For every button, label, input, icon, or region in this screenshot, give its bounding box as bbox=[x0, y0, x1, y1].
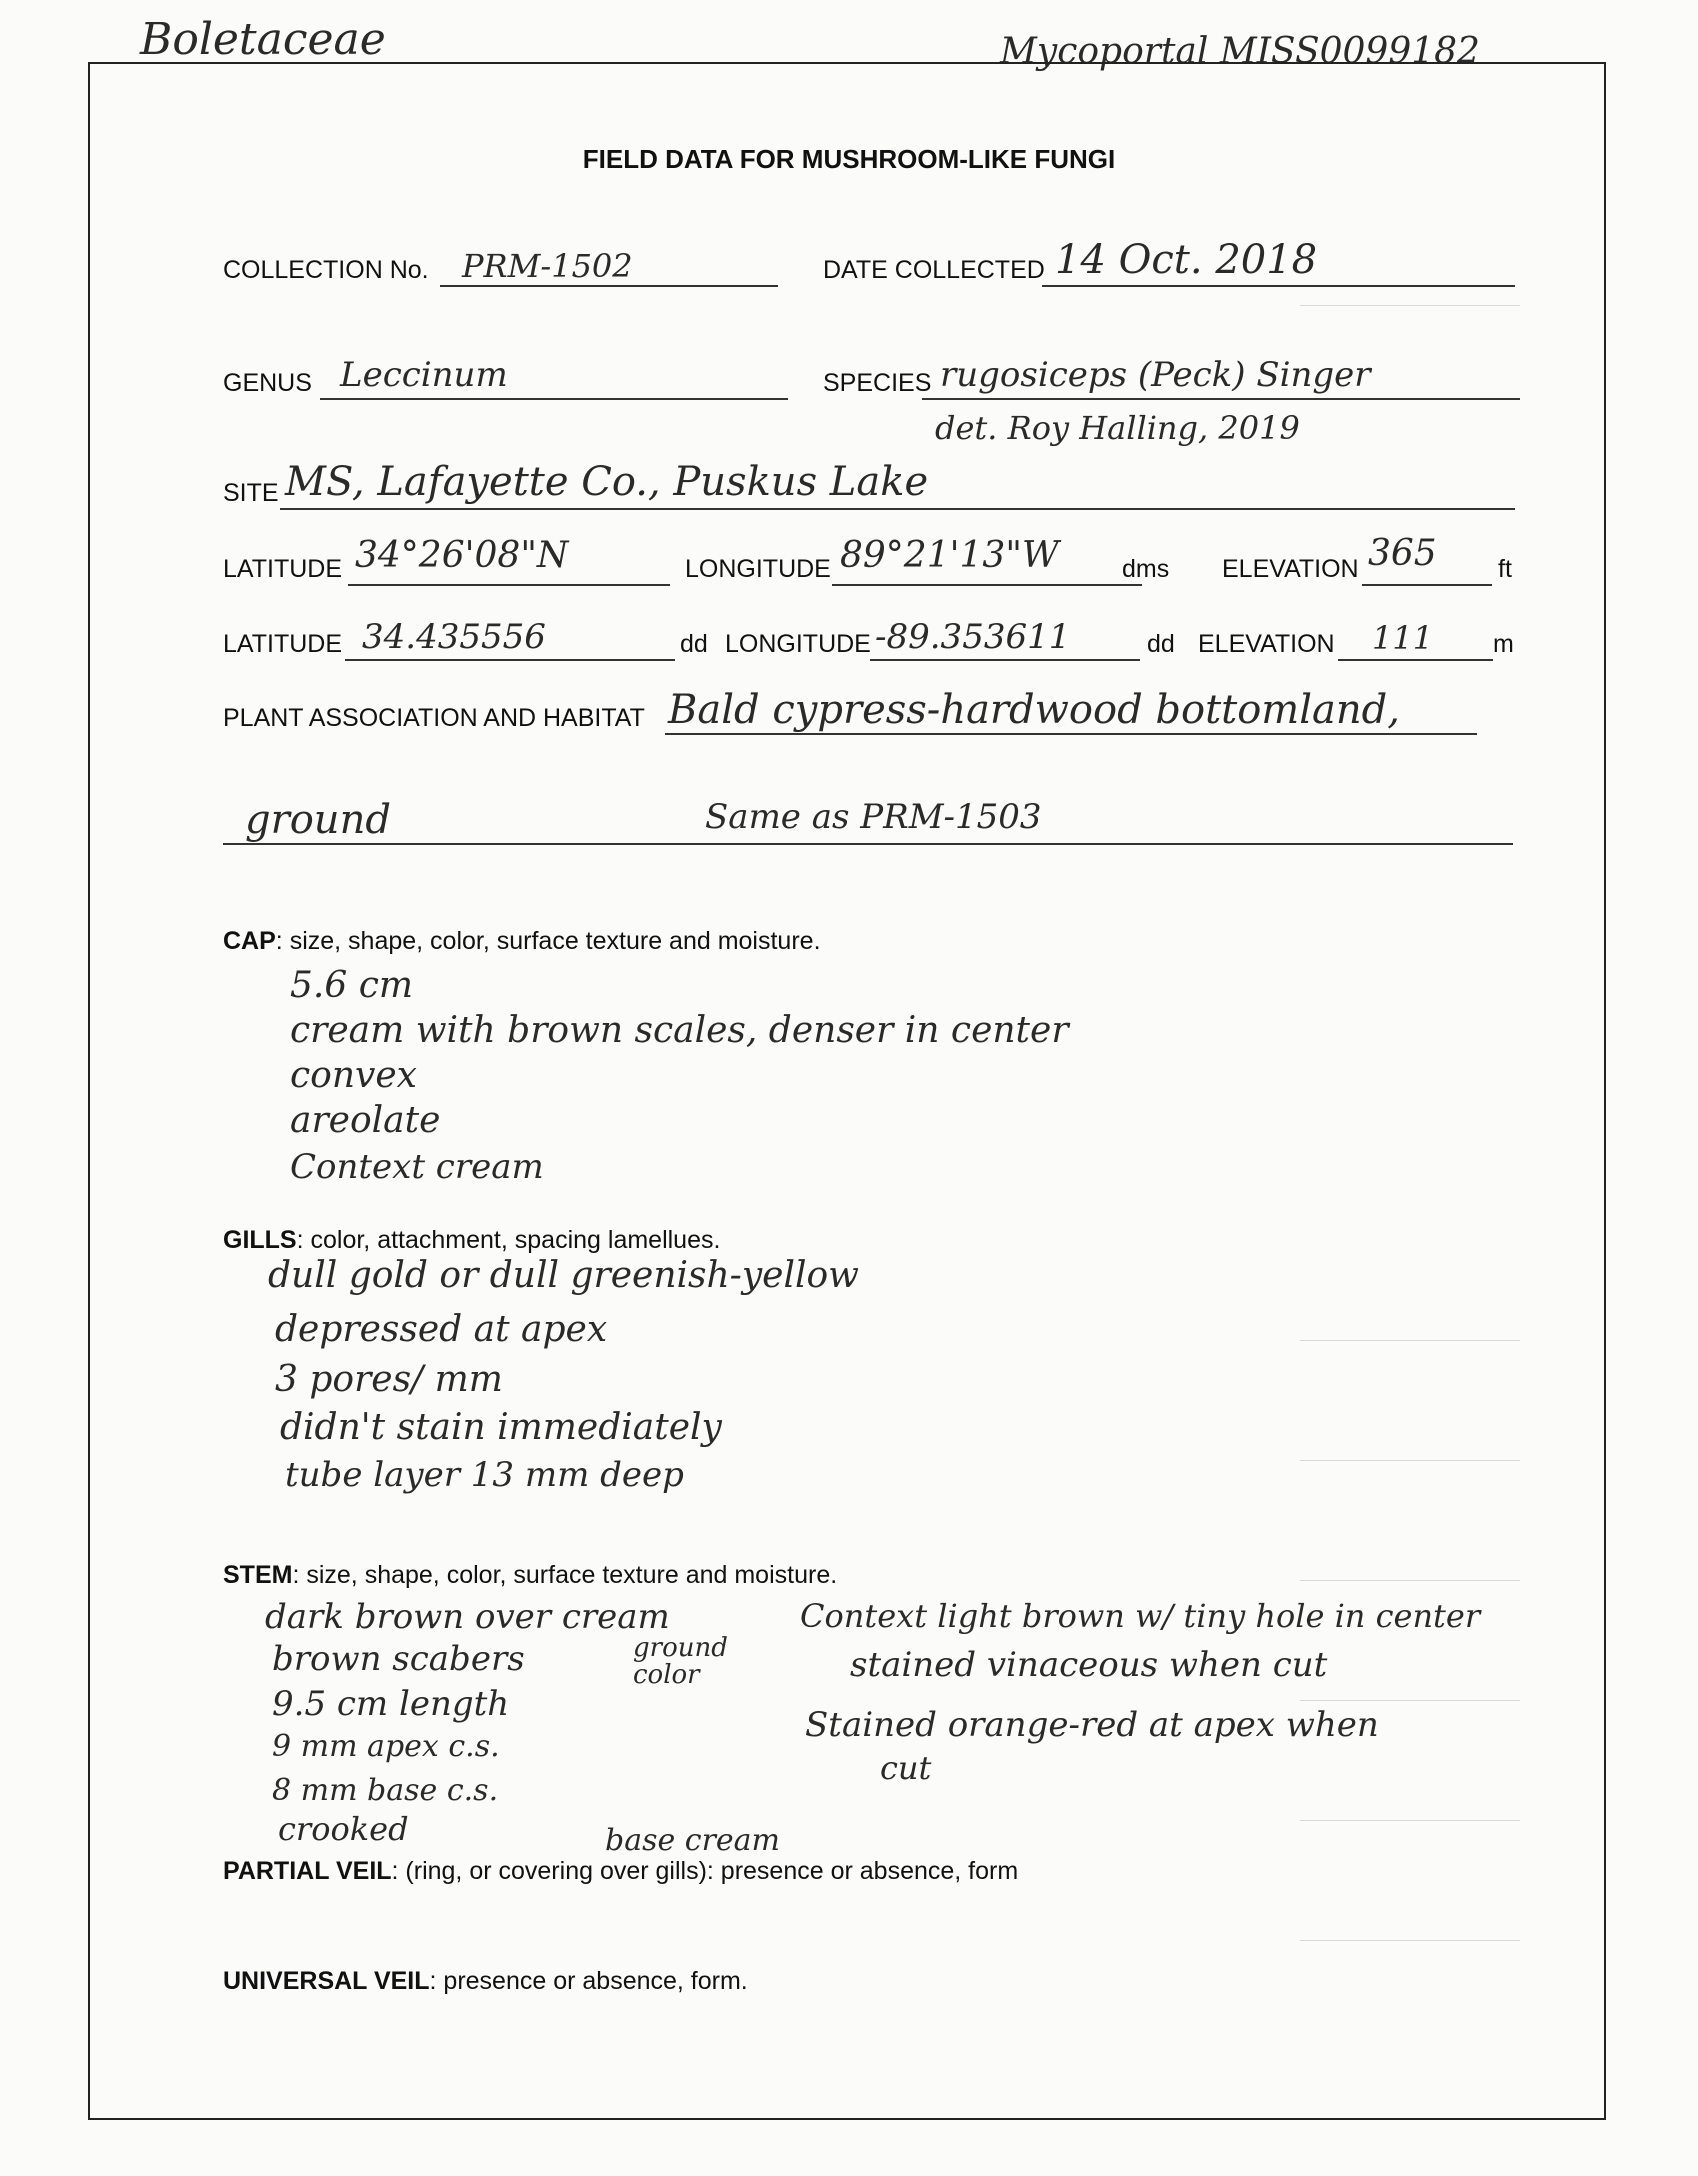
partial-veil-prompt: : (ring, or covering over gills): presence or absence, form bbox=[391, 1857, 1019, 1885]
habitat-label: PLANT ASSOCIATION AND HABITAT bbox=[223, 704, 645, 732]
gills-prompt: : color, attachment, spacing lamellues. bbox=[296, 1226, 721, 1254]
gills-line-4: didn't stain immediately bbox=[280, 1407, 722, 1448]
collection-value[interactable]: PRM-1502 bbox=[462, 247, 633, 285]
bleed-line bbox=[1300, 1700, 1520, 1701]
longitude-dms-line bbox=[832, 584, 1142, 586]
universal-veil-section-heading bbox=[223, 1969, 748, 1994]
cap-section-heading bbox=[223, 929, 821, 954]
stem-prompt: : size, shape, color, surface texture and moisture. bbox=[292, 1561, 838, 1589]
dd-unit: dd bbox=[680, 630, 708, 658]
gills-section-heading bbox=[223, 1228, 720, 1253]
elevation-ft-line bbox=[1362, 584, 1492, 586]
cap-line-4: areolate bbox=[290, 1100, 441, 1141]
stem-ground-color: ground color bbox=[633, 1633, 728, 1691]
universal-veil-heading: UNIVERSAL VEIL bbox=[223, 1967, 430, 1995]
elevation-ft-value[interactable]: 365 bbox=[1368, 533, 1437, 574]
stem-heading: STEM bbox=[223, 1561, 293, 1589]
gills-line-1: dull gold or dull greenish-yellow bbox=[268, 1255, 859, 1296]
catalog-annotation: Mycoportal MISS0099182 bbox=[1000, 31, 1480, 72]
date-value[interactable]: 14 Oct. 2018 bbox=[1055, 237, 1318, 283]
genus-value[interactable]: Leccinum bbox=[340, 355, 508, 395]
dd-unit-2: dd bbox=[1147, 630, 1175, 658]
stem-base-note: base cream bbox=[605, 1823, 781, 1858]
cap-prompt: : size, shape, color, surface texture and moisture. bbox=[275, 927, 821, 955]
m-unit: m bbox=[1493, 630, 1514, 658]
cap-line-1: 5.6 cm bbox=[290, 965, 413, 1006]
latitude-dd-line bbox=[345, 659, 675, 661]
stem-right-line-4: cut bbox=[880, 1749, 932, 1787]
habitat-value[interactable]: Bald cypress-hardwood bottomland, bbox=[668, 687, 1400, 733]
collection-label: COLLECTION No. bbox=[223, 256, 429, 284]
species-label: SPECIES bbox=[823, 369, 932, 397]
genus-label: GENUS bbox=[223, 369, 312, 397]
stem-line-1: dark brown over cream bbox=[265, 1597, 670, 1637]
latitude-dms-value[interactable]: 34°26'08"N bbox=[355, 535, 569, 576]
latitude-label-dd: LATITUDE bbox=[223, 630, 342, 658]
stem-right-line-2: stained vinaceous when cut bbox=[850, 1645, 1328, 1685]
habitat-line bbox=[665, 733, 1477, 735]
cap-line-2: cream with brown scales, denser in center bbox=[290, 1010, 1069, 1051]
bleed-line bbox=[1300, 1340, 1520, 1341]
elevation-label: ELEVATION bbox=[1222, 555, 1359, 583]
stem-section-heading bbox=[223, 1563, 837, 1588]
longitude-label-dd: LONGITUDE bbox=[725, 630, 871, 658]
bleed-line bbox=[1300, 305, 1520, 306]
species-value[interactable]: rugosiceps (Peck) Singer bbox=[940, 355, 1371, 395]
elevation-m-value[interactable]: 111 bbox=[1372, 619, 1434, 657]
partial-veil-section-heading bbox=[223, 1859, 1018, 1884]
bleed-line bbox=[1300, 1460, 1520, 1461]
universal-veil-prompt: : presence or absence, form. bbox=[429, 1967, 748, 1995]
family-annotation: Boletaceae bbox=[140, 14, 386, 65]
longitude-label: LONGITUDE bbox=[685, 555, 831, 583]
stem-line-5: 8 mm base c.s. bbox=[272, 1773, 499, 1808]
cap-line-5: Context cream bbox=[290, 1147, 544, 1187]
gills-line-5: tube layer 13 mm deep bbox=[285, 1455, 684, 1495]
site-label: SITE bbox=[223, 479, 279, 507]
elevation-label-m: ELEVATION bbox=[1198, 630, 1335, 658]
bleed-line bbox=[1300, 1580, 1520, 1581]
stem-line-6: crooked bbox=[278, 1810, 409, 1848]
stem-line-2: brown scabers bbox=[272, 1639, 525, 1679]
ft-unit: ft bbox=[1498, 555, 1512, 583]
longitude-dd-value[interactable]: -89.353611 bbox=[875, 617, 1071, 657]
longitude-dd-line bbox=[870, 659, 1140, 661]
latitude-label: LATITUDE bbox=[223, 555, 342, 583]
partial-veil-heading: PARTIAL VEIL bbox=[223, 1857, 392, 1885]
collection-line bbox=[440, 285, 778, 287]
genus-line bbox=[320, 398, 788, 400]
form-title: FIELD DATA FOR MUSHROOM-LIKE FUNGI bbox=[582, 144, 1116, 174]
species-det: det. Roy Halling, 2019 bbox=[935, 409, 1300, 447]
date-line bbox=[1042, 285, 1515, 287]
site-line bbox=[280, 508, 1515, 510]
latitude-dms-line bbox=[348, 584, 670, 586]
gills-line-2: depressed at apex bbox=[275, 1309, 608, 1350]
dms-unit: dms bbox=[1122, 555, 1170, 583]
cap-line-3: convex bbox=[290, 1055, 417, 1096]
habitat-line-2 bbox=[223, 843, 1513, 845]
site-value[interactable]: MS, Lafayette Co., Puskus Lake bbox=[285, 459, 929, 505]
elevation-m-line bbox=[1338, 659, 1493, 661]
bleed-line bbox=[1300, 1820, 1520, 1821]
gills-line-3: 3 pores/ mm bbox=[275, 1359, 503, 1400]
gills-heading: GILLS bbox=[223, 1226, 297, 1254]
habitat-note: Same as PRM-1503 bbox=[705, 797, 1042, 837]
cap-heading: CAP bbox=[223, 927, 276, 955]
stem-right-line-3: Stained orange-red at apex when bbox=[805, 1705, 1379, 1745]
stem-right-line-1: Context light brown w/ tiny hole in center bbox=[800, 1597, 1481, 1635]
longitude-dms-value[interactable]: 89°21'13"W bbox=[840, 535, 1059, 576]
date-label: DATE COLLECTED bbox=[823, 256, 1045, 284]
species-line bbox=[922, 398, 1520, 400]
stem-line-4: 9 mm apex c.s. bbox=[272, 1729, 500, 1764]
stem-line-3: 9.5 cm length bbox=[272, 1684, 510, 1724]
bleed-line bbox=[1300, 1940, 1520, 1941]
habitat-value-2[interactable]: ground bbox=[245, 797, 391, 843]
latitude-dd-value[interactable]: 34.435556 bbox=[362, 617, 546, 657]
